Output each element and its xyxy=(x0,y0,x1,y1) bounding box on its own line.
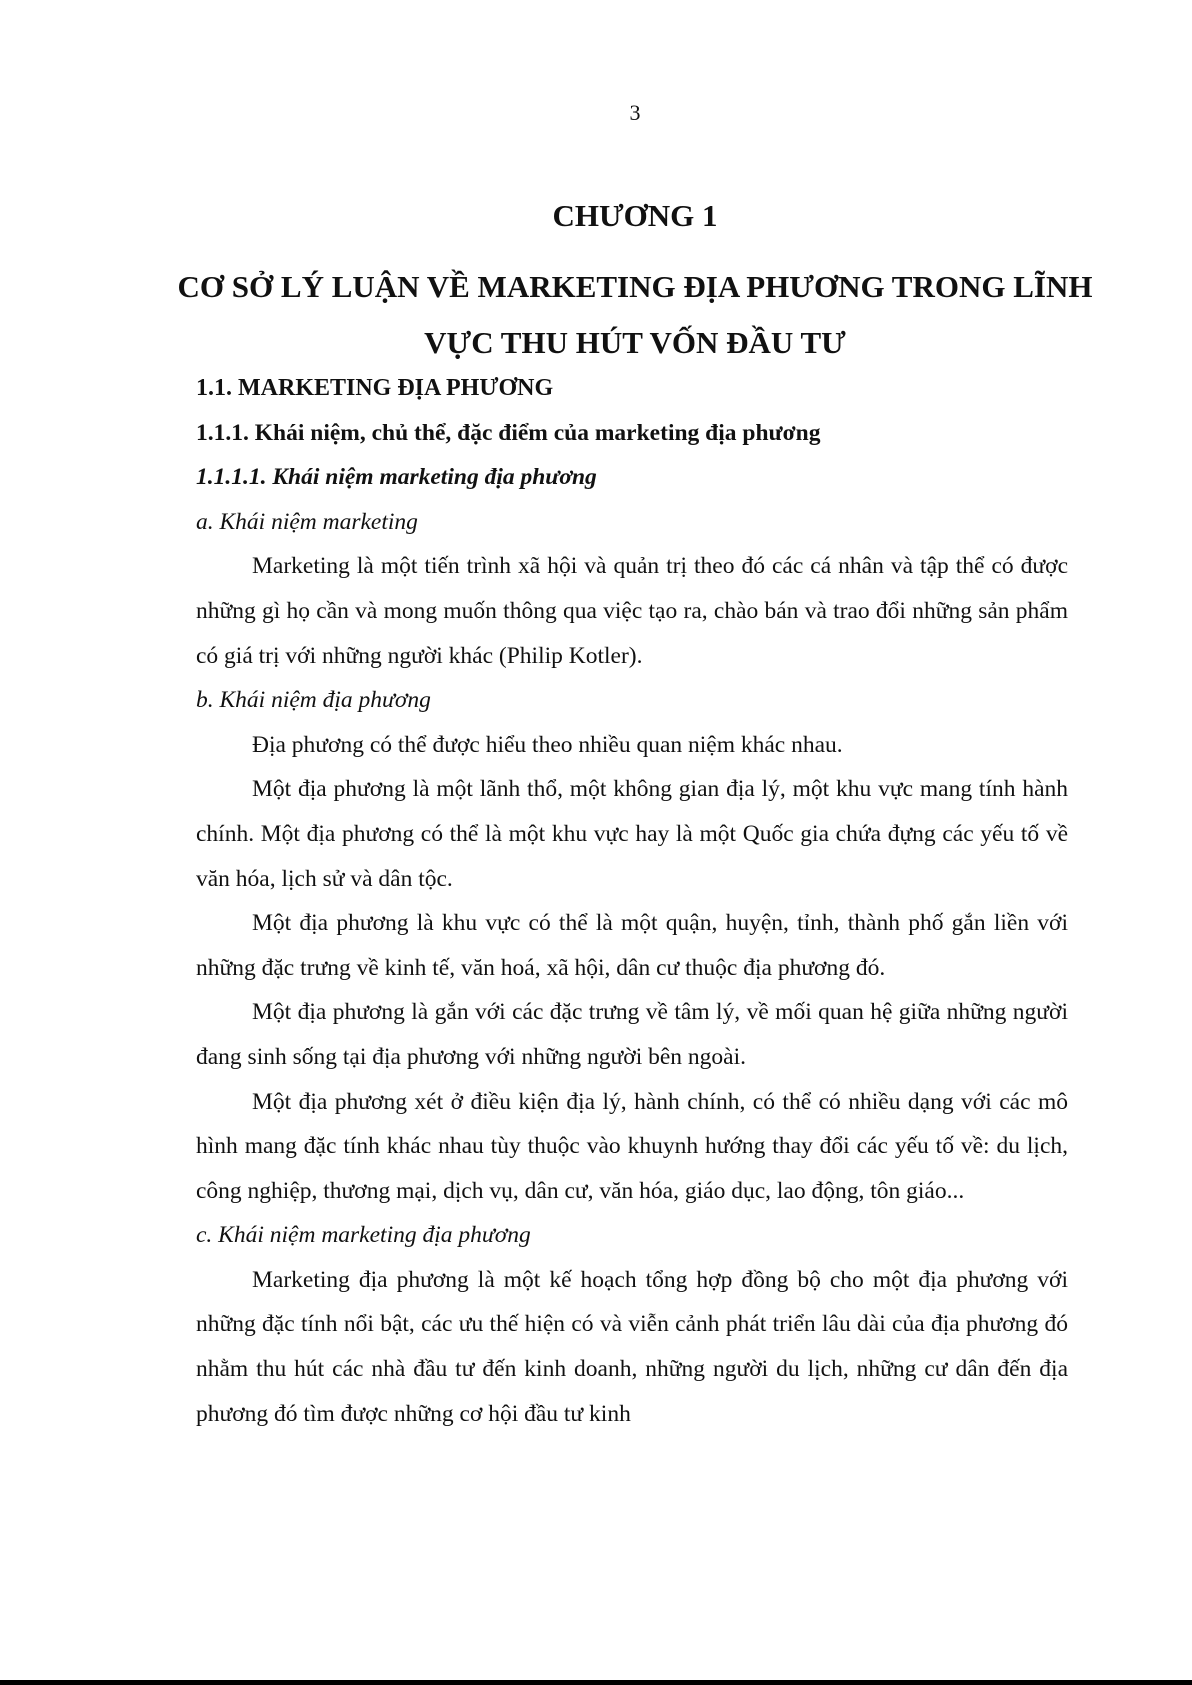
subheading-c: c. Khái niệm marketing địa phương xyxy=(196,1222,531,1249)
subheading-b: b. Khái niệm địa phương xyxy=(196,687,431,714)
subheading-a: a. Khái niệm marketing xyxy=(196,508,418,535)
page-body xyxy=(196,366,1068,1436)
section-heading-1-1-1-1: 1.1.1.1. Khái niệm marketing địa phương xyxy=(196,464,597,491)
page-bottom-edge xyxy=(0,1680,1192,1685)
paragraph-b-5: Một địa phương xét ở điều kiện địa lý, hành chính, có thể có nhiều dạng với các mô hình mang đặc tính khác nhau tùy thuộc vào khuynh hướng thay đổi các yếu tố về: du lịch, công nghiệp, thương mại, dịch vụ, dân cư, văn hóa, giáo dục, lao động, tôn giáo... xyxy=(196,1088,1068,1204)
paragraph-b-1: Địa phương có thể được hiểu theo nhiều quan niệm khác nhau. xyxy=(252,731,843,758)
chapter-label: CHƯƠNG 1 xyxy=(552,198,718,233)
paragraph-b-2: Một địa phương là một lãnh thổ, một không gian địa lý, một khu vực mang tính hành chính. Một địa phương có thể là một khu vực hay là một Quốc gia chứa đựng các yếu tố về văn hóa, lịch sử và dân tộc. xyxy=(196,776,1068,892)
section-heading-1-1: 1.1. MARKETING ĐỊA PHƯƠNG xyxy=(196,375,554,401)
paragraph-b-4: Một địa phương là gắn với các đặc trưng về tâm lý, về mối quan hệ giữa những người đang sinh sống tại địa phương với những người bên ngoài. xyxy=(196,999,1068,1070)
paragraph-c-1: Marketing địa phương là một kế hoạch tổng hợp đồng bộ cho một địa phương với những đặc tính nổi bật, các ưu thế hiện có và viễn cảnh phát triển lâu dài của địa phương đó nhằm thu hút các nhà đầu tư đến kinh doanh, những người du lịch, những cư dân đến địa phương đó tìm được những cơ hội đầu tư kinh xyxy=(196,1266,1068,1427)
page-number: 3 xyxy=(629,100,641,125)
paragraph-b-3: Một địa phương là khu vực có thể là một quận, huyện, tỉnh, thành phố gắn liền với những đặc trưng về kinh tế, văn hoá, xã hội, dân cư thuộc địa phương đó. xyxy=(196,910,1068,981)
chapter-title: CƠ SỞ LÝ LUẬN VỀ MARKETING ĐỊA PHƯƠNG TRONG LĨNH VỰC THU HÚT VỐN ĐẦU TƯ xyxy=(177,269,1093,360)
section-heading-1-1-1: 1.1.1. Khái niệm, chủ thể, đặc điểm của marketing địa phương xyxy=(196,419,821,446)
paragraph-a-1: Marketing là một tiến trình xã hội và quản trị theo đó các cá nhân và tập thể có được những gì họ cần và mong muốn thông qua việc tạo ra, chào bán và trao đổi những sản phẩm có giá trị với những người khác (Philip Kotler). xyxy=(196,553,1068,669)
